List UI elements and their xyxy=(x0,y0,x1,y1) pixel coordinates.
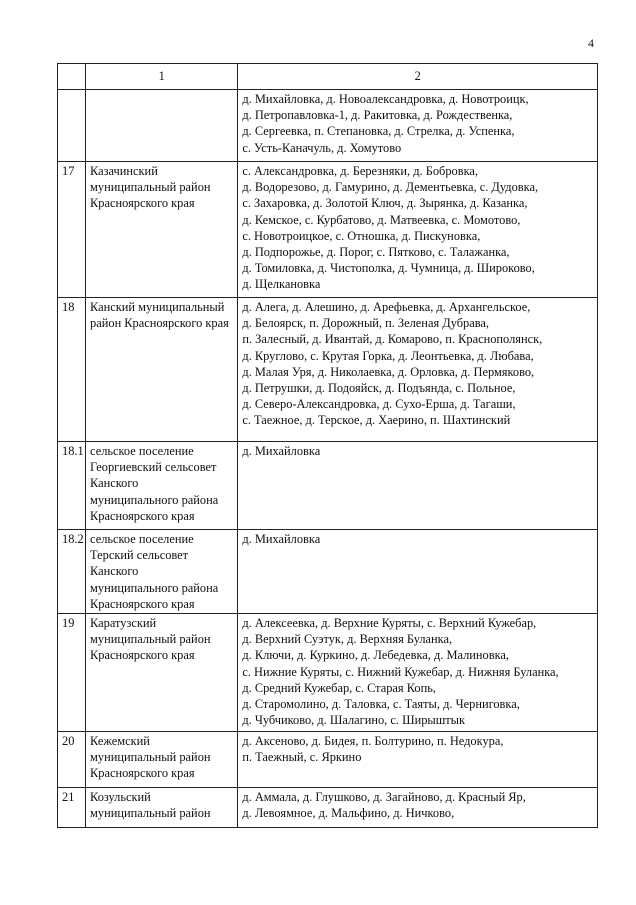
row-number-cell: 20 xyxy=(58,732,86,788)
settlements-cell xyxy=(238,442,598,530)
municipality-name-line: Георгиевский сельсовет xyxy=(90,460,217,475)
municipality-name-cell xyxy=(86,530,238,614)
municipality-name-line: Канского xyxy=(90,476,139,491)
row-number-cell: 18.2 xyxy=(58,530,86,614)
municipality-name-line: район Красноярского края xyxy=(90,316,229,331)
settlements-line: д. Северо-Александровка, д. Сухо-Ерша, д. Тагаши, xyxy=(242,397,516,412)
settlements-table xyxy=(57,63,598,828)
table-row xyxy=(58,298,598,442)
municipality-name-line: Канского xyxy=(90,564,139,579)
settlements-line: д. Малая Уря, д. Николаевка, д. Орловка, д. Пермяково, xyxy=(242,364,535,379)
settlements-cell xyxy=(238,162,598,298)
municipality-name-line: муниципального района xyxy=(90,492,219,507)
settlements-line: д. Подпорожье, д. Порог, с. Пятково, с. Талажанка, xyxy=(242,245,510,260)
municipality-name-line: муниципального района xyxy=(90,580,219,595)
settlements-line: д. Левоямное, д. Мальфино, д. Ничково, xyxy=(242,806,455,821)
table-row xyxy=(58,788,598,828)
table-row xyxy=(58,614,598,732)
table-body xyxy=(58,90,598,828)
settlements-line: д. Старомолино, д. Таловка, с. Таяты, д. Черниговка, xyxy=(242,697,520,712)
table-row xyxy=(58,162,598,298)
settlements-line: д. Верхний Суэтук, д. Верхняя Буланка, xyxy=(242,632,453,647)
settlements-line: д. Петропавловка-1, д. Ракитовка, д. Рождественка, xyxy=(242,108,513,123)
settlements-line: д. Петрушки, д. Подояйск, д. Подъянда, с. Польное, xyxy=(242,381,516,396)
municipality-name-line: муниципальный район xyxy=(90,180,211,195)
municipality-name-line: Красноярского края xyxy=(90,766,195,781)
table-row xyxy=(58,90,598,162)
settlements-line: д. Чубчиково, д. Шалагино, с. Ширыштык xyxy=(242,713,466,728)
municipality-name-line: муниципальный район xyxy=(90,750,211,765)
table-row xyxy=(58,530,598,614)
settlements-line: п. Таежный, с. Яркино xyxy=(242,750,362,765)
municipality-name-line: Кежемский xyxy=(90,734,150,748)
municipality-name-line: Красноярского края xyxy=(90,196,195,211)
settlements-cell xyxy=(238,90,598,162)
settlements-cell xyxy=(238,614,598,732)
settlements-line: с. Нижние Куряты, с. Нижний Кужебар, д. Нижняя Буланка, xyxy=(242,664,559,679)
settlements-line: с. Таежное, д. Терское, д. Хаерино, п. Шахтинский xyxy=(242,413,511,428)
settlements-line: д. Томиловка, д. Чистополка, д. Чумница, д. Широково, xyxy=(242,261,535,276)
settlements-line: д. Аксеново, д. Бидея, п. Болтурино, п. Недокура, xyxy=(242,734,504,748)
municipality-name-line: Козульский xyxy=(90,790,151,804)
row-number-cell: 19 xyxy=(58,614,86,732)
municipality-name-cell xyxy=(86,442,238,530)
settlements-line: д. Круглово, с. Крутая Горка, д. Леонтьевка, д. Любава, xyxy=(242,348,534,363)
settlements-line: п. Залесный, д. Ивантай, д. Комарово, п. Краснополянск, xyxy=(242,332,543,347)
settlements-line: д. Кемское, с. Курбатово, д. Матвеевка, с. Момотово, xyxy=(242,212,521,227)
row-number-cell xyxy=(58,90,86,162)
municipality-name-cell xyxy=(86,90,238,162)
settlements-line: д. Водорезово, д. Гамурино, д. Дементьевка, с. Дудовка, xyxy=(242,180,539,195)
municipality-name-line: Терский сельсовет xyxy=(90,548,189,563)
settlements-line: д. Алексеевка, д. Верхние Куряты, с. Верхний Кужебар, xyxy=(242,616,537,630)
table-row xyxy=(58,442,598,530)
header-cell-column-2: 2 xyxy=(238,64,598,90)
municipality-name-line: Красноярского края xyxy=(90,648,195,663)
municipality-name-line: Каратузский xyxy=(90,616,157,630)
municipality-name-line: Казачинский xyxy=(90,164,158,178)
settlements-line: д. Средний Кужебар, с. Старая Копь, xyxy=(242,680,436,695)
municipality-name-line: Красноярского края xyxy=(90,508,195,523)
settlements-line: д. Щелкановка xyxy=(242,277,321,292)
settlements-line: с. Усть-Каначуль, д. Хомутово xyxy=(242,140,402,155)
header-cell-column-1: 1 xyxy=(86,64,238,90)
table-row xyxy=(58,732,598,788)
municipality-name-line: Красноярского края xyxy=(90,596,195,611)
settlements-line: д. Михайловка xyxy=(242,444,321,458)
settlements-line: д. Ключи, д. Куркино, д. Лебедевка, д. Малиновка, xyxy=(242,648,510,663)
table-header-row xyxy=(58,64,598,90)
municipality-name-cell xyxy=(86,614,238,732)
municipality-name-line: сельское поселение xyxy=(90,532,194,546)
municipality-name-line: Канский муниципальный xyxy=(90,300,225,314)
settlements-cell xyxy=(238,732,598,788)
municipality-name-line: сельское поселение xyxy=(90,444,194,458)
municipality-name-cell xyxy=(86,788,238,828)
settlements-line: д. Белоярск, п. Дорожный, п. Зеленая Дубрава, xyxy=(242,316,490,331)
municipality-name-cell xyxy=(86,162,238,298)
settlements-line: д. Михайловка, д. Новоалександровка, д. Новотроицк, xyxy=(242,92,529,106)
settlements-cell xyxy=(238,298,598,442)
settlements-line: с. Новотроицкое, с. Отношка, д. Пискуновка, xyxy=(242,228,481,243)
settlements-line: с. Александровка, д. Березняки, д. Бобровка, xyxy=(242,164,479,178)
settlements-line: д. Алега, д. Алешино, д. Арефьевка, д. Архангельское, xyxy=(242,300,531,314)
municipality-name-cell xyxy=(86,298,238,442)
settlements-line: д. Михайловка xyxy=(242,532,321,546)
settlements-cell xyxy=(238,530,598,614)
settlements-line: с. Захаровка, д. Золотой Ключ, д. Зырянка, д. Казанка, xyxy=(242,196,528,211)
settlements-cell xyxy=(238,788,598,828)
municipality-name-cell xyxy=(86,732,238,788)
municipality-name-line: муниципальный район xyxy=(90,806,211,821)
page-number: 4 xyxy=(588,36,594,50)
row-number-cell: 18.1 xyxy=(58,442,86,530)
settlements-line: д. Сергеевка, п. Степановка, д. Стрелка, д. Успенка, xyxy=(242,124,515,139)
row-number-cell: 18 xyxy=(58,298,86,442)
row-number-cell: 17 xyxy=(58,162,86,298)
municipality-name-line: муниципальный район xyxy=(90,632,211,647)
settlements-line: д. Аммала, д. Глушково, д. Загайново, д. Красный Яр, xyxy=(242,790,526,804)
header-cell-number xyxy=(58,64,86,90)
row-number-cell: 21 xyxy=(58,788,86,828)
